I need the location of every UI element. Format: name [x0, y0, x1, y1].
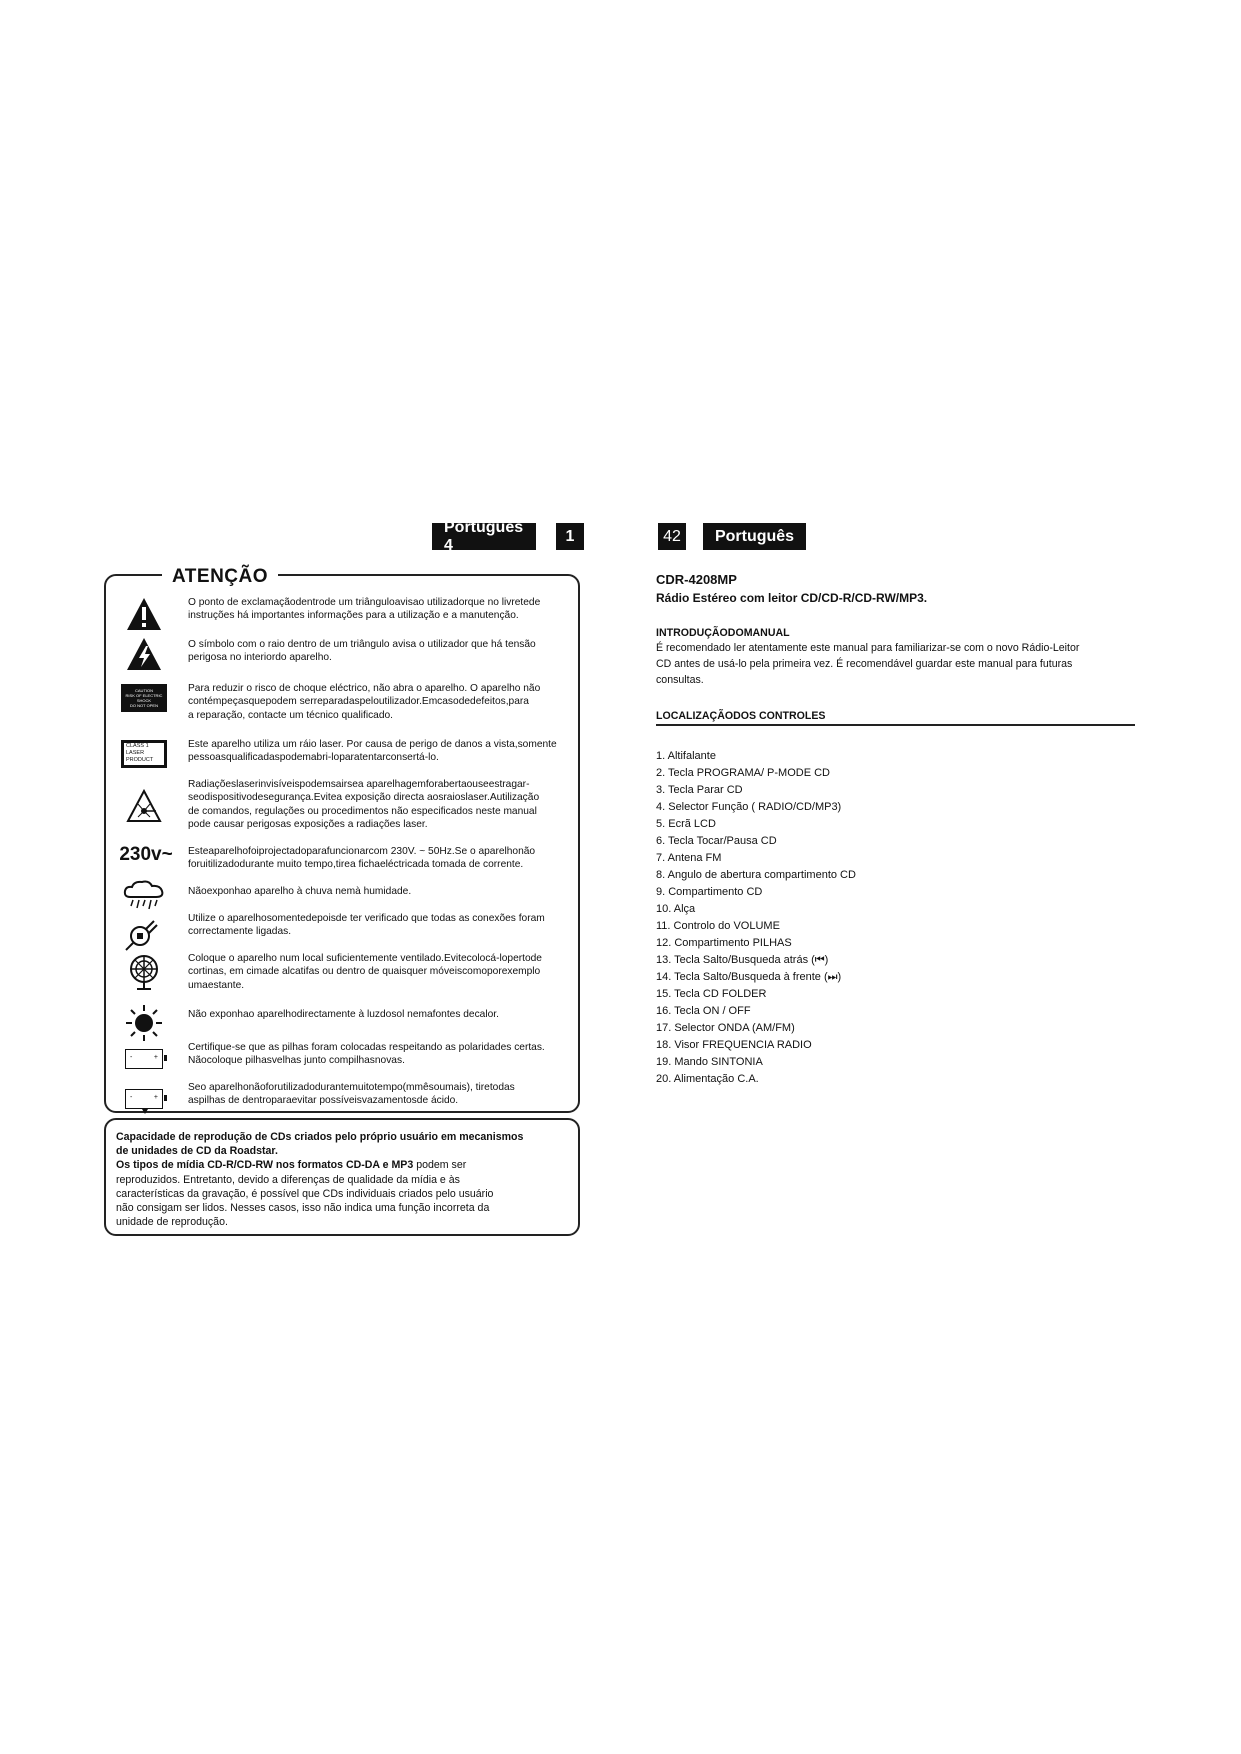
list-item: 11. Controlo do VOLUME: [656, 920, 780, 932]
page-label-left: Português 4: [432, 523, 536, 550]
list-item: 16. Tecla ON / OFF: [656, 1005, 751, 1017]
warning-text: Esteaparelhofoiprojectadoparafuncionarcom 230V. ~ 50Hz.Se o aparelhonão foruitilizadodurante muito tempo,tirea fichaeléctricada tomada de corrente.: [188, 846, 536, 871]
exclamation-triangle-icon: [116, 594, 172, 634]
class1-laser-label-icon: CLASS 1 LASER PRODUCT: [116, 734, 172, 774]
caution-label-icon: CAUTION RISK OF ELECTRIC SHOCK DO NOT OPEN: [116, 678, 172, 718]
list-item: 20. Alimentação C.A.: [656, 1073, 759, 1085]
controls-heading: LOCALIZAÇÃODOS CONTROLES: [656, 710, 1135, 726]
battery-icon: - +: [116, 1039, 172, 1079]
rain-cloud-icon: [116, 876, 172, 916]
controls-list: [656, 748, 1136, 1088]
cd-compatibility-note: Capacidade de reprodução de CDs criados pelo próprio usuário em mecanismos de unidades de CD da Roadstar. Os tipos de mídia CD-R/CD-RW nos formatos CD-DA e MP3 podem ser reproduzidos. Entretanto, devido a diferenças de qualidade da mídia e às características da gravação, é possível que CDs individuais criados pelo usuário não consigam ser lidos. Nesses casos, isso não indica uma função incorreta da unidade de reprodução.: [104, 1118, 580, 1236]
warning-text: Este aparelho utiliza um ráio laser. Por causa de perigo de danos a vista,somente pessoasqualificadaspodemabri-loparatentarconsertá-lo.: [188, 739, 557, 764]
list-item: 8. Angulo de abertura compartimento CD: [656, 869, 856, 881]
warning-text: Coloque o aparelho num local suficientemente ventilado.Evitecolocá-lopertode cortinas, em cimade alcatifas ou dentro de quaisquer móveiscomoporexemplo umaestante.: [188, 953, 542, 991]
model-number: CDR-4208MP: [656, 572, 737, 587]
warning-text: O ponto de exclamaçãodentrode um triânguloavisao utilizadorque no livretede instruções há importantes informações para a utilização e a manutenção.: [188, 597, 541, 622]
list-item: 2. Tecla PROGRAMA/ P-MODE CD: [656, 767, 830, 779]
warning-text: Nãoexponhao aparelho à chuva nemà humidade.: [188, 886, 412, 897]
ventilation-icon: [116, 952, 172, 992]
page-label-right: Português: [703, 523, 806, 550]
plug-icon: [116, 914, 172, 954]
list-item: 4. Selector Função ( RADIO/CD/MP3): [656, 801, 842, 813]
list-item: 1. Altifalante: [656, 750, 716, 762]
list-item: 15. Tecla CD FOLDER: [656, 988, 767, 1000]
list-item: 10. Alça: [656, 903, 696, 915]
product-subtitle: Rádio Estéreo com leitor CD/CD-R/CD-RW/MP3.: [656, 591, 928, 605]
warning-text: Seo aparelhonãoforutilizadodurantemuitotempo(mmêsoumais), tiretodas aspilhas de dentroparaevitar possíveisvazamentosde ácido.: [188, 1082, 515, 1107]
list-item: 12. Compartimento PILHAS: [656, 937, 792, 949]
intro-paragraph: É recomendado ler atentamente este manual para familiarizar-se com o novo Rádio-Leitor CD antes de usá-lo pela primeira vez. É recomendável guardar este manual para futuras consultas.: [656, 642, 1080, 686]
page-number-left: 1: [556, 523, 584, 550]
list-item: 3. Tecla Parar CD: [656, 784, 743, 796]
list-item: 6. Tecla Tocar/Pausa CD: [656, 835, 777, 847]
warning-text: Certifique-se que as pilhas foram colocadas respeitando as polaridades certas. Nãocoloque pilhasvelhas junto compilhasnovas.: [188, 1042, 545, 1067]
230v-icon: 230v~: [119, 844, 173, 865]
intro-heading: INTRODUÇÃODOMANUAL: [656, 627, 790, 639]
list-item: 13. Tecla Salto/Busqueda atrás (⏮): [656, 954, 829, 966]
laser-warning-icon: [116, 786, 172, 826]
list-item: 5. Ecrã LCD: [656, 818, 716, 830]
sun-icon: [116, 1003, 172, 1043]
list-item: 9. Compartimento CD: [656, 886, 763, 898]
list-item: 14. Tecla Salto/Busqueda à frente (⏭): [656, 971, 842, 983]
warning-text: Para reduzir o risco de choque eléctrico, não abra o aparelho. O aparelho não contémpeçasquepodem serreparadaspeloutilizador.Emcasodedefeitos,para a reparação, contacte um técnico qualificado.: [188, 683, 541, 721]
warning-title: ATENÇÃO: [162, 566, 278, 588]
lightning-triangle-icon: [116, 634, 172, 674]
page-number-right: 42: [658, 523, 686, 550]
warning-text: O símbolo com o raio dentro de um triângulo avisa o utilizador que há tensão perigosa no interiordo aparelho.: [188, 639, 536, 664]
list-item: 18. Visor FREQUENCIA RADIO: [656, 1039, 812, 1051]
warning-text: Utilize o aparelhosomentedepoisde ter verificado que todas as conexões foram correctamente ligadas.: [188, 913, 545, 938]
right-column: [656, 572, 1136, 1088]
list-item: 19. Mando SINTONIA: [656, 1056, 763, 1068]
warning-text: Radiaçõeslaserinvisíveispodemsairsea aparelhagemforabertaouseestragar- seodispositivodesegurança.Evitea exposição directa aosraioslaser.Autilização de comandos, regulações ou procedimentos não especificados neste manual pode causar perigosas exposições a radiações laser.: [188, 779, 540, 831]
list-item: 17. Selector ONDA (AM/FM): [656, 1022, 795, 1034]
warning-text: Não exponhao aparelhodirectamente à luzdosol nemafontes decalor.: [188, 1009, 499, 1020]
list-item: 7. Antena FM: [656, 852, 722, 864]
battery-remove-icon: - +: [116, 1079, 172, 1119]
